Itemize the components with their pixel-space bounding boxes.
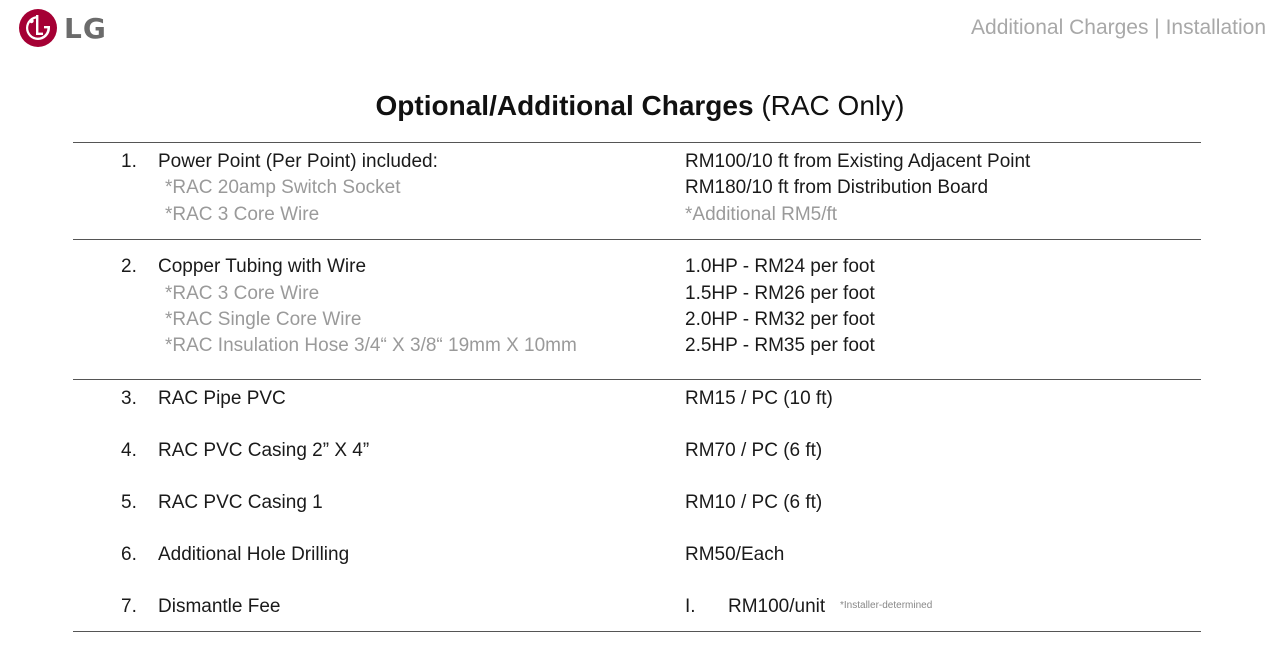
item-3-label: RAC Pipe PVC (158, 388, 286, 409)
item-6-label: Additional Hole Drilling (158, 544, 350, 565)
item-3-price: RM15 / PC (10 ft) (685, 388, 833, 409)
item-2-price: 1.0HP - RM24 per foot (685, 256, 875, 277)
item-2-price: 1.5HP - RM26 per foot (685, 283, 875, 304)
item-4-label: RAC PVC Casing 2” X 4” (158, 440, 370, 461)
item-5-number: 5. (121, 492, 137, 513)
item-2-label: Copper Tubing with Wire (158, 256, 367, 277)
item-2-detail: *RAC 3 Core Wire (165, 283, 320, 304)
item-6-price: RM50/Each (685, 544, 785, 565)
item-4-number: 4. (121, 440, 137, 461)
item-4-price: RM70 / PC (6 ft) (685, 440, 823, 461)
item-1-detail: *RAC 3 Core Wire (165, 204, 320, 225)
item-7-label: Dismantle Fee (158, 596, 281, 617)
item-2-detail: *RAC Insulation Hose 3/4“ X 3/8“ 19mm X 10mm (165, 335, 577, 356)
item-7-roman-numeral: I. (685, 596, 696, 617)
item-1-label: Power Point (Per Point) included: (158, 151, 438, 172)
divider (73, 142, 1201, 143)
item-5-label: RAC PVC Casing 1 (158, 492, 323, 513)
item-6-number: 6. (121, 544, 137, 565)
item-2-price: 2.0HP - RM32 per foot (685, 309, 875, 330)
header-note: Additional Charges | Installation (971, 16, 1266, 39)
item-1-number: 1. (121, 151, 137, 172)
item-2-detail: *RAC Single Core Wire (165, 309, 362, 330)
item-2-price: 2.5HP - RM35 per foot (685, 335, 875, 356)
item-7-price-note: *Installer-determined (840, 600, 933, 611)
item-1-price-note: *Additional RM5/ft (685, 204, 838, 225)
item-5-price: RM10 / PC (6 ft) (685, 492, 823, 513)
lg-logo-text: LG (64, 11, 107, 45)
divider (73, 631, 1201, 632)
item-1-price: RM100/10 ft from Existing Adjacent Point (685, 151, 1031, 172)
title-bold: Optional/Additional Charges (375, 90, 754, 121)
item-1-detail: *RAC 20amp Switch Socket (165, 177, 401, 198)
lg-face-icon (18, 8, 58, 48)
item-7-number: 7. (121, 596, 137, 617)
divider (73, 239, 1201, 240)
lg-logo (18, 8, 107, 48)
divider (73, 379, 1201, 380)
item-7-price: RM100/unit (728, 596, 826, 617)
item-2-number: 2. (121, 256, 137, 277)
item-1-price: RM180/10 ft from Distribution Board (685, 177, 989, 198)
item-3-number: 3. (121, 388, 137, 409)
page-title (0, 90, 1280, 122)
title-normal: (RAC Only) (761, 90, 905, 121)
